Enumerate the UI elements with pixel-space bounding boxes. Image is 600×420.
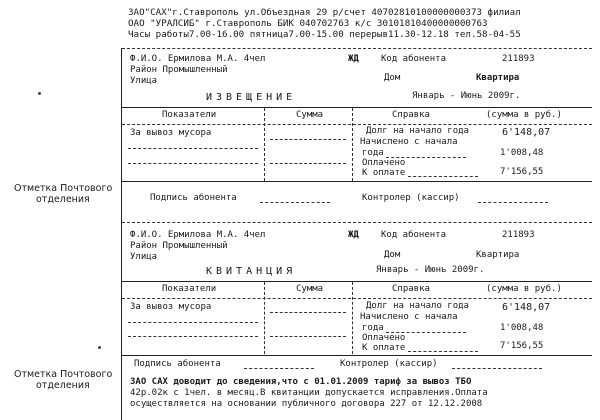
footer-line-3: осуществляется на основании публичного договора 227 от 12.12.2008 bbox=[130, 399, 483, 409]
receipt-zh: ЖД bbox=[348, 230, 359, 240]
cut-line-middle bbox=[122, 222, 592, 223]
notice-table-top bbox=[122, 107, 592, 108]
scan-speck bbox=[98, 346, 101, 349]
receipt-col-sum: Сумма bbox=[296, 284, 324, 294]
receipt-col-indicators: Показатели bbox=[162, 284, 217, 294]
receipt-blank-row-1 bbox=[128, 322, 258, 323]
notice-accrued-label-1: Начислено с начала bbox=[360, 137, 458, 147]
notice-postal-mark-2: отделения bbox=[36, 194, 90, 205]
receipt-signature-line bbox=[244, 368, 314, 369]
notice-signature-label: Подпись абонента bbox=[150, 193, 237, 203]
receipt-debt-label: Долг на начало года bbox=[366, 301, 469, 311]
receipt-col-sep-1 bbox=[264, 282, 265, 354]
notice-accrued-label-2: года bbox=[362, 148, 384, 158]
notice-street-label: Улица bbox=[130, 76, 158, 86]
receipt-sum-row-1 bbox=[270, 312, 346, 313]
notice-debt-label: Долг на начало года bbox=[366, 126, 469, 136]
receipt-postal-mark-2: отделения bbox=[36, 380, 90, 391]
receipt-table-bottom bbox=[122, 355, 592, 356]
notice-house-label: Дом bbox=[384, 73, 401, 83]
header-line-2: ОАО "УРАЛСИБ" г.Ставрополь БИК 040702763 к/с 30101810400000000763 bbox=[128, 18, 488, 29]
receipt-paid-label: Оплачено bbox=[362, 333, 406, 343]
notice-sum-row-1 bbox=[270, 139, 346, 140]
footer-line-2: 42р.02к с 1чел. в месяц.В квитанции допускается исправления.Оплата bbox=[130, 388, 488, 398]
receipt-blank-row-2 bbox=[128, 336, 258, 337]
notice-period: Январь - Июнь 2009г. bbox=[412, 91, 521, 101]
notice-fio: Ф.И.О. Ермилова М.А. 4чел bbox=[130, 54, 266, 64]
notice-col-reference: Справка bbox=[392, 110, 430, 120]
receipt-title: КВИТАНЦИЯ bbox=[206, 266, 297, 277]
notice-col-sum: Сумма bbox=[296, 110, 324, 120]
notice-signature-line bbox=[260, 202, 330, 203]
receipt-topay-leader bbox=[408, 351, 478, 352]
receipt-col-sum-rub: (сумма в руб.) bbox=[486, 284, 562, 294]
notice-topay-leader bbox=[408, 176, 478, 177]
receipt-account-number: 211893 bbox=[502, 230, 535, 240]
receipt-service: За вывоз мусора bbox=[130, 302, 212, 312]
receipt-postal-mark-1: Отметка Почтового bbox=[14, 369, 113, 380]
notice-col-sep-2 bbox=[352, 108, 353, 181]
notice-account-label: Код абонента bbox=[381, 54, 447, 64]
receipt-accrued-label-2: года bbox=[362, 323, 384, 333]
receipt-sum-row-2 bbox=[270, 336, 346, 337]
notice-account-number: 211893 bbox=[502, 54, 535, 64]
receipt-table-header-sep bbox=[122, 298, 592, 299]
header-line-1: ЗАО"САХ"г.Ставрополь ул.Объездная 29 р/счет 40702810100000000373 филиал bbox=[128, 7, 521, 18]
receipt-topay-label: К оплате bbox=[362, 343, 406, 353]
notice-col-sep-1 bbox=[264, 108, 265, 181]
receipt-accrued-value: 1'008,48 bbox=[500, 323, 544, 333]
notice-table-bottom bbox=[122, 181, 592, 182]
notice-apt-label: Квартира bbox=[476, 73, 520, 83]
notice-blank-row-1 bbox=[128, 148, 258, 149]
receipt-topay-value: 7'156,55 bbox=[500, 341, 544, 351]
receipt-col-reference: Справка bbox=[392, 284, 430, 294]
receipt-account-label: Код абонента bbox=[381, 230, 447, 240]
notice-blank-row-2 bbox=[128, 163, 258, 164]
receipt-controller-line bbox=[452, 368, 542, 369]
receipt-street-label: Улица bbox=[130, 252, 158, 262]
receipt-period: Январь - Июнь 2009г. bbox=[376, 265, 485, 275]
receipt-apt-label: Квартира bbox=[476, 250, 520, 260]
notice-topay-value: 7'156,55 bbox=[500, 167, 544, 177]
notice-controller-line bbox=[478, 202, 548, 203]
cut-line-top bbox=[122, 48, 592, 49]
notice-zh: ЖД bbox=[348, 54, 359, 64]
receipt-accrued-label-1: Начислено с начала bbox=[360, 312, 458, 322]
divider-vertical bbox=[121, 48, 122, 420]
notice-postal-mark-1: Отметка Почтового bbox=[14, 183, 113, 194]
notice-table-header-sep bbox=[122, 124, 592, 125]
receipt-table-top bbox=[122, 281, 592, 282]
notice-controller-label: Контролер (кассир) bbox=[362, 193, 460, 203]
notice-title: ИЗВЕЩЕНИЕ bbox=[206, 92, 297, 103]
footer-line-1: ЗАО САХ доводит до сведения,что с 01.01.2009 тариф за вывоз ТБО bbox=[130, 377, 472, 387]
notice-paid-label: Оплачено bbox=[362, 158, 406, 168]
notice-col-sum-rub: (сумма в руб.) bbox=[486, 110, 562, 120]
receipt-controller-label: Контролер (кассир) bbox=[340, 359, 438, 369]
receipt-district: Район Промышленный bbox=[130, 241, 228, 251]
receipt-signature-label: Подпись абонента bbox=[134, 359, 221, 369]
notice-accrued-value: 1'008,48 bbox=[500, 148, 544, 158]
receipt-debt-value: 6'148,07 bbox=[502, 302, 551, 313]
notice-sum-row-2 bbox=[270, 163, 346, 164]
receipt-fio: Ф.И.О. Ермилова М.А. 4чел bbox=[130, 230, 266, 240]
notice-col-indicators: Показатели bbox=[162, 110, 217, 120]
receipt-col-sep-2 bbox=[352, 282, 353, 354]
notice-topay-label: К оплате bbox=[362, 168, 406, 178]
header-line-3: Часы работы7.00-16.00 пятница7.00-15.00 перерыв11.30-12.18 тел.58-04-55 bbox=[128, 29, 521, 40]
scan-speck bbox=[38, 92, 41, 95]
notice-debt-value: 6'148,07 bbox=[502, 127, 551, 138]
notice-district: Район Промышленный bbox=[130, 65, 228, 75]
notice-service: За вывоз мусора bbox=[130, 128, 212, 138]
receipt-house-label: Дом bbox=[384, 250, 401, 260]
